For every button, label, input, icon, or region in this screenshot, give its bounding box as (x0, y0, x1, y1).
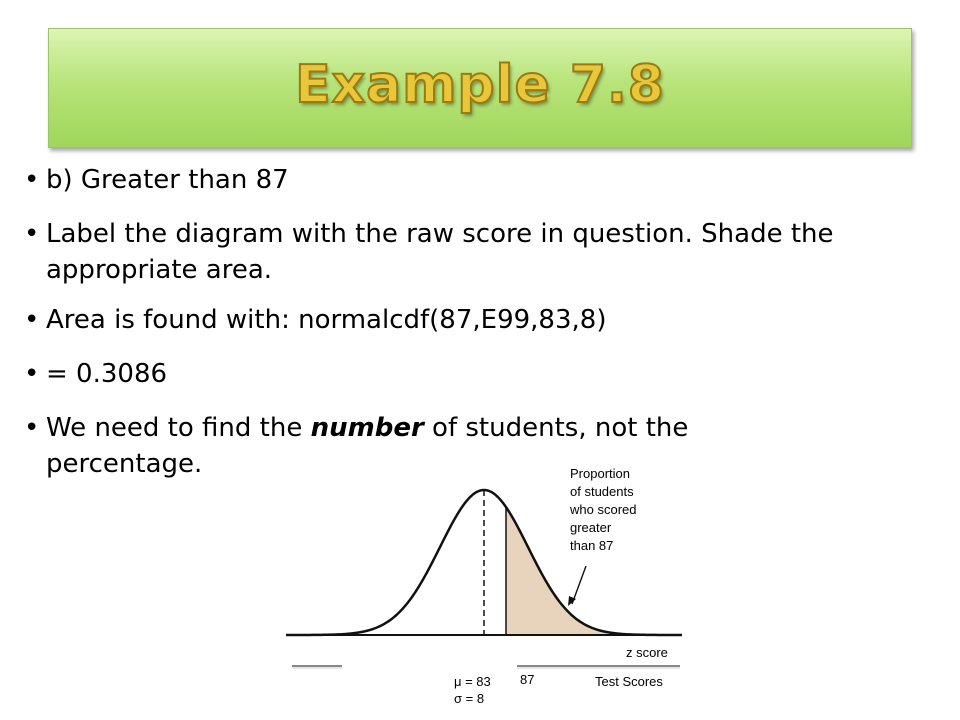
cutoff-value-label: 87 (520, 672, 535, 687)
annotation-line: than 87 (570, 538, 614, 553)
bullet-item (24, 302, 924, 338)
annotation-line: greater (570, 520, 612, 535)
bullet-item (24, 216, 924, 288)
slide-title: Example 7.8 (295, 55, 665, 115)
bullet-text-end: of students, not the percentage. (46, 413, 689, 479)
annotation-line: of students (570, 484, 634, 499)
bullet-item (24, 162, 924, 198)
annotation-line: Proportion (570, 466, 630, 481)
bullet-item (24, 356, 924, 392)
bullet-text: Label the diagram with the raw score in question. Shade the appropriate area. (46, 219, 834, 285)
sigma-label: σ = 8 (454, 691, 485, 706)
test-scores-label: Test Scores (595, 674, 663, 689)
z-score-label: z score (626, 645, 668, 660)
bullet-text: b) Greater than 87 (46, 165, 289, 195)
bullet-text-start: We need to find the (46, 413, 311, 443)
axis-gap (342, 662, 517, 672)
mu-label: μ = 83 (454, 674, 491, 689)
bullet-text: = 0.3086 (46, 359, 168, 389)
bullet-list (24, 162, 924, 500)
bullet-text: Area is found with: normalcdf(87,E99,83,8) (46, 305, 607, 335)
bullet-emphasis: number (310, 413, 424, 443)
normal-curve-diagram (282, 462, 682, 708)
title-banner (48, 28, 912, 148)
annotation-line: who scored (570, 502, 637, 517)
